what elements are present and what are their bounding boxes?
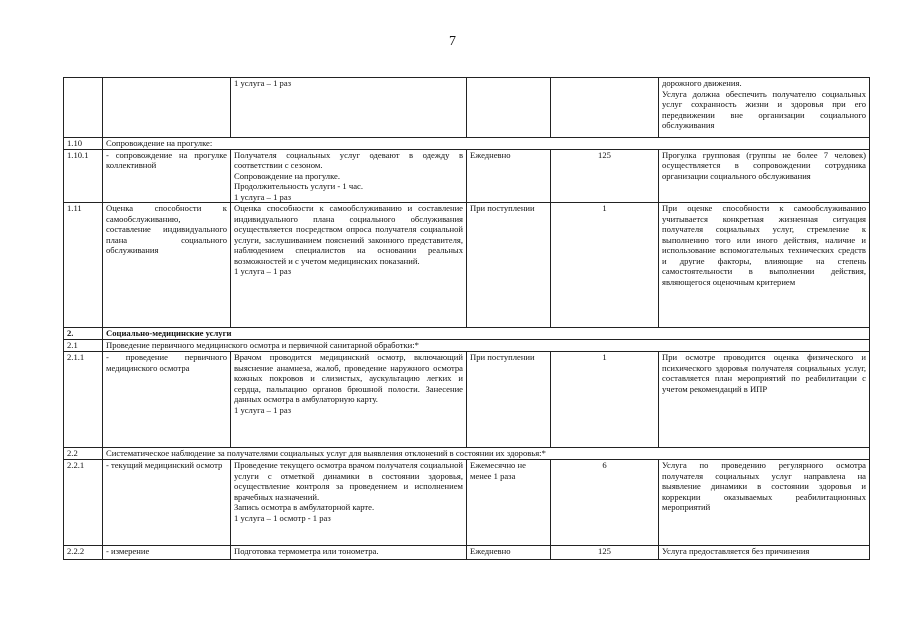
item-number: 2.2.2 (64, 546, 103, 560)
cell-text-line: 1 услуга – 1 раз (234, 266, 292, 276)
section-title: Социально-медицинские услуги (103, 328, 870, 340)
service-description (231, 352, 467, 448)
service-count: 125 (551, 149, 659, 203)
service-note (659, 149, 870, 203)
table-row (64, 352, 870, 448)
service-name: - измерение (103, 546, 231, 560)
cell-text-line: Запись осмотра в амбулаторной карте. (234, 502, 375, 512)
section-title: Проведение первичного медицинского осмотра и первичной санитарной обработки:* (103, 340, 870, 352)
section-header-row (64, 328, 870, 340)
cell-text-line: дорожного движения. (662, 78, 742, 88)
section-header-row (64, 340, 870, 352)
cell-text-line: Оценка способности к самообслуживанию и составление индивидуального плана социального обслуживания осуществляется посредством опроса получателя социальной услуги, заслушиванием пояснений законного представителя, наблюдением специалистов на основании реальных возможностей и с учетом медицинских показаний. (234, 203, 463, 266)
table-row (64, 149, 870, 203)
cell-text-line: 1 услуга – 1 раз (234, 404, 292, 415)
service-note (659, 352, 870, 448)
section-title: Сопровождение на прогулке: (103, 138, 870, 150)
cell-text-line: Прогулка групповая (группы не более 7 человек) осуществляется в сопровождении сотрудника организации социального обслуживания (662, 149, 866, 181)
cell-text-line: Получателя социальных услуг одевают в одежду в соответствии с сезоном. (234, 149, 463, 170)
section-number: 2.1 (64, 340, 103, 352)
service-frequency: Ежемесячно не менее 1 раза (467, 460, 551, 546)
section-number: 2. (64, 328, 103, 340)
service-description (231, 546, 467, 560)
table-row (64, 78, 870, 138)
cell-text-line: Услуга по проведению регулярного осмотра получателя социальных услуг направлена на выявление динамики в состоянии здоровья и коррекции оказываемых реабилитационных мероприятий (662, 460, 866, 512)
service-name (103, 78, 231, 138)
section-header-row (64, 448, 870, 460)
service-name: - проведение первичного медицинского осмотра (103, 352, 231, 448)
cell-text-line: Подготовка термометра или тонометра. (234, 546, 379, 556)
service-note (659, 460, 870, 546)
section-number: 2.2 (64, 448, 103, 460)
cell-text-line: Продолжительность услуги - 1 час. (234, 181, 363, 191)
service-description (231, 78, 467, 138)
item-number: 2.2.1 (64, 460, 103, 546)
section-number: 1.10 (64, 138, 103, 150)
service-note (659, 546, 870, 560)
cell-text-line: Услуга предоставляется без причинения (662, 546, 810, 556)
service-description (231, 203, 467, 328)
page-number: 7 (449, 34, 456, 49)
service-count: 125 (551, 546, 659, 560)
section-title: Систематическое наблюдение за получателями социальных услуг для выявления отклонений в состоянии их здоровья:* (103, 448, 870, 460)
item-number: 1.11 (64, 203, 103, 328)
services-table (63, 77, 870, 560)
item-number: 2.1.1 (64, 352, 103, 448)
cell-text-line: 1 услуга – 1 раз (234, 78, 292, 88)
service-count: 1 (551, 203, 659, 328)
service-frequency (467, 78, 551, 138)
service-count: 1 (551, 352, 659, 448)
service-note (659, 203, 870, 328)
service-description (231, 149, 467, 203)
service-frequency: При поступлении (467, 203, 551, 328)
service-note (659, 78, 870, 138)
table-row (64, 203, 870, 328)
cell-text-line: Проведение текущего осмотра врачом получателя социальной услуги с отметкой динамики в состоянии здоровья, осуществление контроля за проведением и исполнением врачебных назначений. (234, 460, 463, 502)
service-frequency: Ежедневно (467, 546, 551, 560)
service-count (551, 78, 659, 138)
cell-text-line: 1 услуга – 1 раз (234, 191, 292, 202)
cell-text-line: Врачом проводится медицинский осмотр, включающий выяснение анамнеза, жалоб, проведение наружного осмотра кожных покровов и слизистых, аускультацию легких и сердца, пальпацию органов брюшной полости. Занесение данных осмотра в амбулаторную карту. (234, 352, 463, 404)
cell-text-line: При осмотре проводится оценка физического и психического здоровья получателя социальных услуг, составляется план мероприятий по реабилитации с учетом рекомендаций в ИПР (662, 352, 866, 394)
service-name: Оценка способности к самообслуживанию, составление индивидуального плана социального обслуживания (103, 203, 231, 328)
service-name: - текущий медицинский осмотр (103, 460, 231, 546)
cell-text-line: 1 услуга – 1 осмотр - 1 раз (234, 512, 331, 523)
service-name: - сопровождение на прогулке коллективной (103, 149, 231, 203)
service-count: 6 (551, 460, 659, 546)
item-number (64, 78, 103, 138)
item-number: 1.10.1 (64, 149, 103, 203)
table-row (64, 546, 870, 560)
service-description (231, 460, 467, 546)
service-frequency: Ежедневно (467, 149, 551, 203)
cell-text-line: При оценке способности к самообслуживанию учитывается конкретная жизненная ситуация получателя социальных услуг, стремление к выполнению того или иного действия, наличие и использование вспомогательных технических средств и другие факторы, влияющие на степень самостоятельности в выполнении действия, являющегося оценочным критерием (662, 203, 866, 287)
cell-text-line: Услуга должна обеспечить получателю социальных услуг сохранность жизни и здоровья при его передвижении вне организации социального обслуживания (662, 88, 866, 130)
section-header-row (64, 138, 870, 150)
service-frequency: При поступлении (467, 352, 551, 448)
cell-text-line: Сопровождение на прогулке. (234, 170, 340, 181)
table-row (64, 460, 870, 546)
